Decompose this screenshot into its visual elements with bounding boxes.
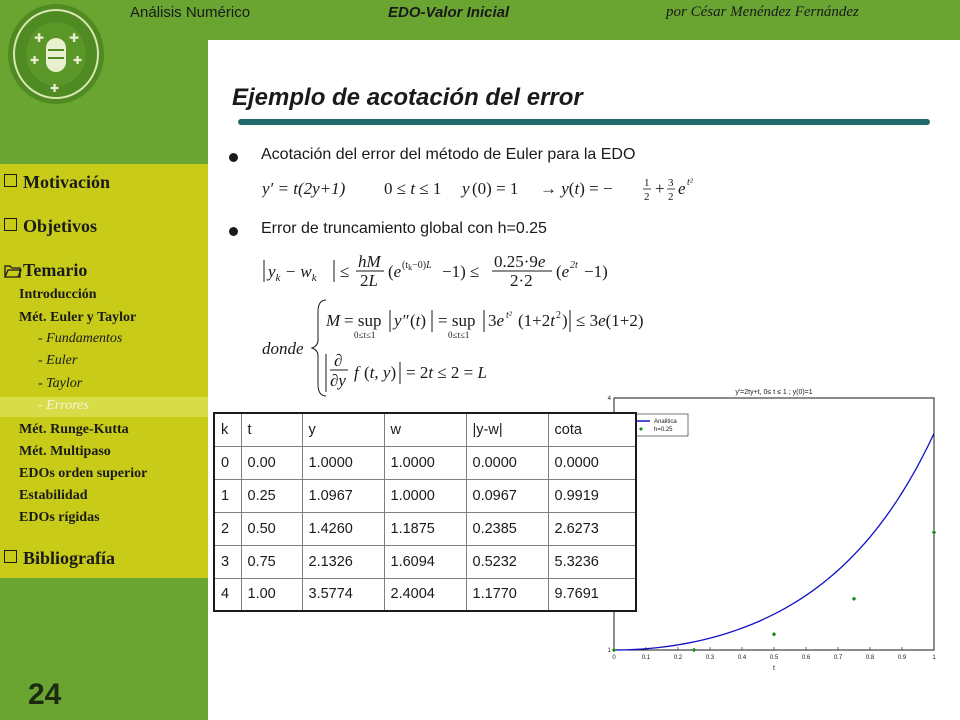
svg-text:3: 3 [668, 177, 674, 189]
svg-text:= sup: = sup [344, 311, 382, 330]
table-row [214, 512, 636, 545]
svg-text:donde: donde [262, 339, 304, 358]
table-row [214, 479, 636, 512]
svg-text:y: y [462, 179, 470, 198]
x-tick-label: 0.8 [865, 655, 875, 661]
table-cell: t [241, 413, 302, 446]
svg-text:M: M [326, 311, 341, 330]
slide-title: Ejemplo de acotación del error [232, 84, 583, 111]
svg-text:2: 2 [556, 310, 561, 321]
table-cell: 1.0000 [384, 446, 466, 479]
table-cell: 0.50 [241, 512, 302, 545]
svg-text:0≤t≤1: 0≤t≤1 [354, 330, 376, 340]
svg-text:3e: 3e [488, 311, 505, 330]
nav-sub-multipaso[interactable]: Mét. Multipaso [19, 444, 111, 459]
svg-text:2: 2 [668, 191, 674, 203]
svg-text:−1): −1) [584, 262, 608, 281]
table-row [214, 545, 636, 578]
chart-legend [628, 414, 688, 436]
nav-sub-runge-kutta[interactable]: Mét. Runge-Kutta [19, 422, 129, 437]
x-tick-label: 0.9 [897, 655, 907, 661]
x-tick-label: 0.1 [641, 655, 651, 661]
table-cell: |y-w| [466, 413, 548, 446]
bullet-text-1: Acotación del error del método de Euler para la EDO [261, 146, 636, 163]
bullet-dot [229, 227, 238, 236]
nav-item-bibliografia[interactable]: Bibliografía [4, 548, 115, 569]
table-cell: 0.25 [241, 479, 302, 512]
svg-text:(tk−0)L: $(t_k-0)L$ [402, 260, 432, 272]
x-tick-label: 0 [612, 655, 616, 661]
table-cell: 1.0967 [302, 479, 384, 512]
x-tick-label: 0.3 [705, 655, 715, 661]
x-tick-label: 0.5 [769, 655, 779, 661]
header-course: Análisis Numérico [130, 4, 251, 21]
table-cell: y [302, 413, 384, 446]
nav-sub-rigidas[interactable]: EDOs rígidas [19, 510, 100, 525]
table-cell: 0 [214, 446, 241, 479]
table-cell: 0.00 [241, 446, 302, 479]
svg-text:f: f [354, 363, 359, 382]
error-bound-formula [262, 250, 702, 398]
svg-text:≤ 3e(1+2): ≤ 3e(1+2) [576, 311, 644, 330]
nav-sub-taylor[interactable]: - Taylor [38, 376, 83, 391]
nav-sub-euler[interactable]: - Euler [38, 353, 78, 368]
header-topic: EDO-Valor Inicial [388, 4, 510, 21]
nav-item-temario[interactable]: Temario [4, 260, 87, 281]
table-cell: k [214, 413, 241, 446]
table-cell: 2.6273 [548, 512, 636, 545]
results-table [213, 412, 637, 612]
svg-text:2·2: 2·2 [510, 271, 533, 290]
table-cell: 4 [214, 578, 241, 611]
x-tick-label: 0.6 [801, 655, 811, 661]
svg-text:y″: y″ [394, 311, 409, 330]
svg-text:✚: ✚ [34, 31, 45, 45]
svg-text:hM: hM [358, 252, 381, 271]
table-cell: 0.5232 [466, 545, 548, 578]
svg-text:+: + [655, 179, 665, 198]
svg-text:t²: t² [687, 177, 693, 188]
x-axis-label: t [773, 665, 775, 672]
svg-text:−1) ≤: −1) ≤ [442, 262, 480, 281]
title-underline [238, 119, 930, 125]
table-cell: 1.1770 [466, 578, 548, 611]
svg-text:(t, y): (t, y) [364, 363, 397, 382]
x-tick-label: 1 [932, 655, 936, 661]
table-cell: cota [548, 413, 636, 446]
svg-text:= 2t ≤ 2 = L: = 2t ≤ 2 = L [406, 363, 487, 382]
bullet-dot [229, 153, 238, 162]
svg-text:→ y(t) = −: → y(t) = − [540, 179, 613, 198]
svg-text:0 ≤ t ≤ 1: 0 ≤ t ≤ 1 [384, 179, 442, 198]
nav-sub-orden-superior[interactable]: EDOs orden superior [19, 466, 148, 481]
svg-text:(t): (t) [410, 311, 427, 330]
table-cell: 0.9919 [548, 479, 636, 512]
svg-text:= sup: = sup [438, 311, 476, 330]
y-tick-label: 4 [607, 396, 611, 402]
folder-open-icon [4, 262, 22, 278]
table-cell: 1.4260 [302, 512, 384, 545]
x-tick-label: 0.4 [737, 655, 747, 661]
x-tick-label: 0.2 [673, 655, 683, 661]
legend-label: Analitica [654, 419, 677, 425]
checkbox-icon [4, 550, 17, 563]
table-cell: 0.0000 [466, 446, 548, 479]
svg-text:(e: (e [388, 262, 402, 281]
svg-text:✚: ✚ [69, 31, 80, 45]
solution-chart [598, 378, 944, 678]
svg-text:✚: ✚ [73, 54, 83, 67]
nav-sub-euler-taylor[interactable]: Mét. Euler y Taylor [19, 310, 137, 325]
nav-sub-introduccion[interactable]: Introducción [19, 287, 97, 302]
svg-text:2: 2 [644, 191, 650, 203]
table-cell: 2 [214, 512, 241, 545]
nav-item-objetivos[interactable]: Objetivos [4, 216, 97, 237]
table-cell: 2.4004 [384, 578, 466, 611]
nav-active-highlight [0, 397, 208, 417]
table-cell: 1.6094 [384, 545, 466, 578]
svg-text:(0) = 1: (0) = 1 [472, 179, 519, 198]
x-tick-label: 0.7 [833, 655, 843, 661]
svg-text:2L: 2L [360, 271, 378, 290]
nav-sub-errores[interactable]: - Errores [38, 398, 89, 413]
table-cell: 9.7691 [548, 578, 636, 611]
table-cell: 2.1326 [302, 545, 384, 578]
table-cell: 1 [214, 479, 241, 512]
nav-sub-fundamentos[interactable]: - Fundamentos [38, 331, 123, 346]
svg-text:yk − wk: $y_k - w_k$ [268, 262, 317, 284]
legend-label: h=0.25 [654, 427, 673, 433]
table-cell: 1.00 [241, 578, 302, 611]
svg-text:(e: (e [556, 262, 570, 281]
table-row [214, 446, 636, 479]
ode-formula [262, 172, 702, 206]
table-cell: 1.1875 [384, 512, 466, 545]
nav-item-motivacion[interactable]: Motivación [4, 172, 110, 193]
svg-text:∂y: ∂y [330, 371, 346, 390]
table-cell: 0.0967 [466, 479, 548, 512]
svg-text:∂: ∂ [334, 351, 343, 370]
svg-text:2t: 2t [570, 260, 578, 271]
table-cell: 1.0000 [302, 446, 384, 479]
university-seal-logo [6, 2, 106, 106]
svg-text:0≤t≤1: 0≤t≤1 [448, 330, 470, 340]
svg-text:): ) [562, 311, 568, 330]
svg-text:(1+2t: (1+2t [518, 311, 555, 330]
page-number: 24 [28, 678, 62, 711]
table-row [214, 578, 636, 611]
chart-title: y'=2ty+t, 0≤ t ≤ 1 ; y(0)=1 [735, 389, 813, 396]
nav-sub-estabilidad[interactable]: Estabilidad [19, 488, 88, 503]
table-cell: 0.2385 [466, 512, 548, 545]
y-tick-label: 1 [607, 648, 611, 654]
bullet-text-2: Error de truncamiento global con h=0.25 [261, 220, 547, 237]
checkbox-icon [4, 218, 17, 231]
header-author: por César Menéndez Fernández [666, 4, 859, 20]
svg-text:t²: t² [506, 310, 512, 321]
checkbox-icon [4, 174, 17, 187]
svg-text:1: 1 [644, 177, 650, 189]
svg-text:y′ = t(2y+1): y′ = t(2y+1) [262, 179, 346, 198]
svg-text:≤: ≤ [340, 262, 350, 281]
svg-text:✚: ✚ [50, 82, 60, 95]
table-cell: 3.5774 [302, 578, 384, 611]
svg-text:0.25·9e: 0.25·9e [494, 252, 546, 271]
table-cell: 0.75 [241, 545, 302, 578]
table-cell: 3 [214, 545, 241, 578]
table-cell: 5.3236 [548, 545, 636, 578]
table-cell: 0.0000 [548, 446, 636, 479]
table-cell: 1.0000 [384, 479, 466, 512]
svg-text:e: e [678, 179, 686, 198]
table-header-row [214, 413, 636, 446]
svg-text:✚: ✚ [30, 54, 40, 67]
table-cell: w [384, 413, 466, 446]
